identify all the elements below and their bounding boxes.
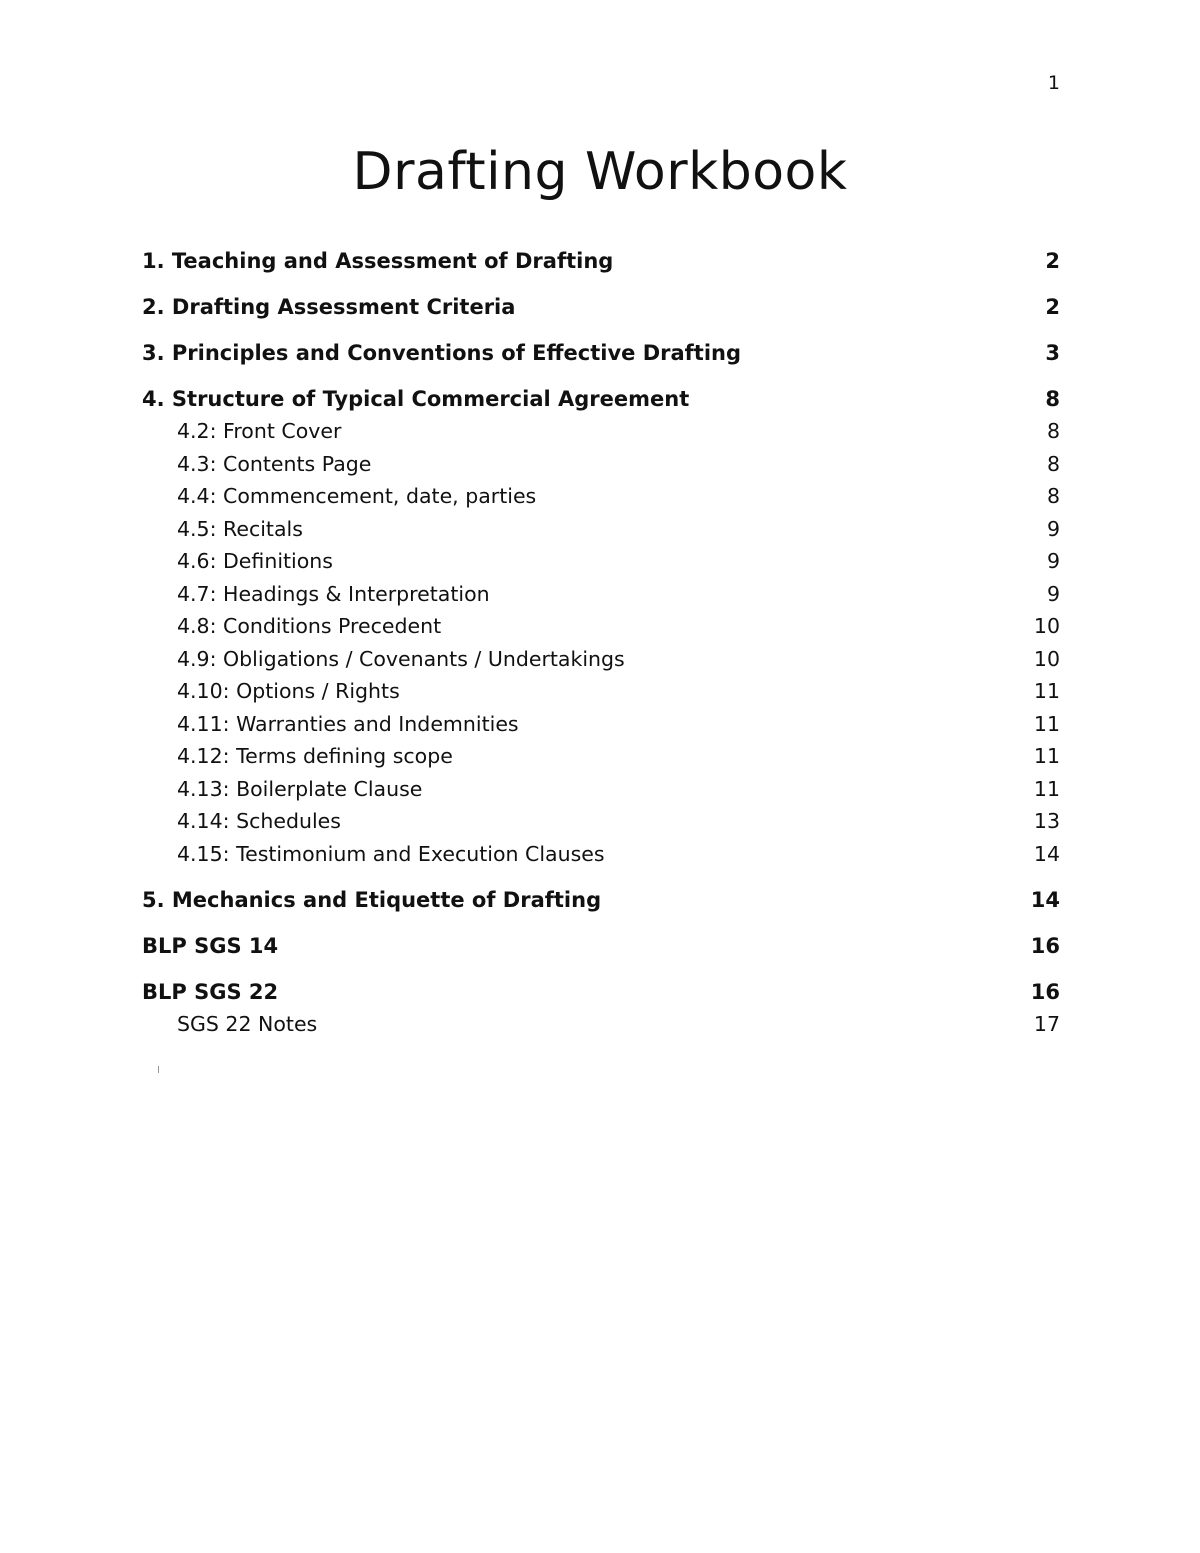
toc-entry[interactable] — [142, 291, 1060, 323]
toc-entry-page: 8 — [1046, 451, 1060, 476]
toc-entry-page: 9 — [1046, 516, 1060, 541]
page-number: 1 — [1047, 72, 1060, 94]
toc-entry-page: 16 — [1030, 934, 1060, 958]
toc-entry-page: 2 — [1045, 249, 1060, 273]
toc-entry-label: 2. Drafting Assessment Criteria — [142, 295, 516, 319]
toc-entry-label: 4.4: Commencement, date, parties — [177, 484, 537, 508]
toc-subentry[interactable] — [142, 480, 1060, 513]
toc-subentry[interactable] — [142, 610, 1060, 643]
toc-entry-page: 3 — [1045, 341, 1060, 365]
toc-entry-page: 8 — [1046, 419, 1060, 443]
toc-entry-label: 4.5: Recitals — [177, 516, 303, 541]
stray-mark — [158, 1066, 159, 1073]
toc-entry-label: 4.14: Schedules — [177, 809, 341, 833]
toc-entry-label: BLP SGS 14 — [142, 934, 279, 958]
toc-entry-page: 14 — [1033, 841, 1060, 866]
toc-subentry[interactable] — [142, 448, 1060, 481]
document-title: Drafting Workbook — [352, 142, 848, 202]
toc-subentry[interactable] — [142, 740, 1060, 773]
toc-entry-page: 11 — [1033, 776, 1060, 801]
toc-entry[interactable] — [142, 337, 1060, 369]
toc-entry[interactable] — [142, 383, 1060, 415]
toc-entry-page: 16 — [1030, 980, 1060, 1004]
toc-entry-page: 13 — [1033, 809, 1060, 833]
toc-entry-page: 2 — [1045, 295, 1060, 319]
table-of-contents — [142, 245, 1060, 1041]
toc-entry-label: 5. Mechanics and Etiquette of Drafting — [142, 888, 602, 912]
toc-entry-label: 4.10: Options / Rights — [177, 679, 400, 703]
toc-subentry[interactable] — [142, 415, 1060, 448]
toc-subentry[interactable] — [142, 675, 1060, 708]
toc-subentry[interactable] — [142, 838, 1060, 871]
toc-entry-page: 10 — [1033, 614, 1060, 638]
toc-entry-label: 3. Principles and Conventions of Effective Drafting — [142, 341, 742, 365]
toc-entry-label: 4.12: Terms defining scope — [177, 744, 453, 768]
toc-entry-label: 4.6: Definitions — [177, 549, 333, 573]
toc-entry-label: BLP SGS 22 — [142, 980, 279, 1004]
toc-subentry[interactable] — [142, 773, 1060, 806]
toc-entry-label: 1. Teaching and Assessment of Drafting — [142, 249, 614, 273]
toc-entry-page: 11 — [1033, 744, 1060, 768]
toc-entry-label: 4.2: Front Cover — [177, 419, 342, 443]
toc-entry-page: 11 — [1033, 679, 1060, 703]
toc-entry-page: 9 — [1046, 549, 1060, 573]
toc-subentry[interactable] — [142, 545, 1060, 578]
toc-entry-page: 10 — [1033, 646, 1060, 671]
toc-entry-label: 4.9: Obligations / Covenants / Undertakings — [177, 646, 625, 671]
toc-subentry[interactable] — [142, 578, 1060, 611]
toc-entry-label: 4.7: Headings & Interpretation — [177, 581, 490, 606]
toc-entry-label: 4.3: Contents Page — [177, 451, 372, 476]
toc-subentry[interactable] — [142, 513, 1060, 546]
toc-entry-label: 4.11: Warranties and Indemnities — [177, 711, 519, 736]
toc-entry-label: 4.13: Boilerplate Clause — [177, 776, 423, 801]
toc-entry-page: 8 — [1045, 387, 1060, 411]
toc-entry-label: 4.8: Conditions Precedent — [177, 614, 442, 638]
toc-entry-label: 4. Structure of Typical Commercial Agreement — [142, 387, 690, 411]
toc-subentry[interactable] — [142, 643, 1060, 676]
toc-entry-page: 8 — [1046, 484, 1060, 508]
toc-subentry[interactable] — [142, 805, 1060, 838]
toc-entry[interactable] — [142, 245, 1060, 277]
toc-entry-label: SGS 22 Notes — [177, 1012, 318, 1036]
toc-entry[interactable] — [142, 884, 1060, 916]
toc-entry-page: 9 — [1046, 581, 1060, 606]
toc-entry-page: 11 — [1033, 711, 1060, 736]
toc-entry-label: 4.15: Testimonium and Execution Clauses — [177, 841, 605, 866]
toc-entry-page: 14 — [1030, 888, 1060, 912]
toc-subentry[interactable] — [142, 708, 1060, 741]
toc-subentry[interactable] — [142, 1008, 1060, 1041]
toc-entry-page: 17 — [1033, 1012, 1060, 1036]
toc-entry[interactable] — [142, 976, 1060, 1008]
toc-entry[interactable] — [142, 930, 1060, 962]
